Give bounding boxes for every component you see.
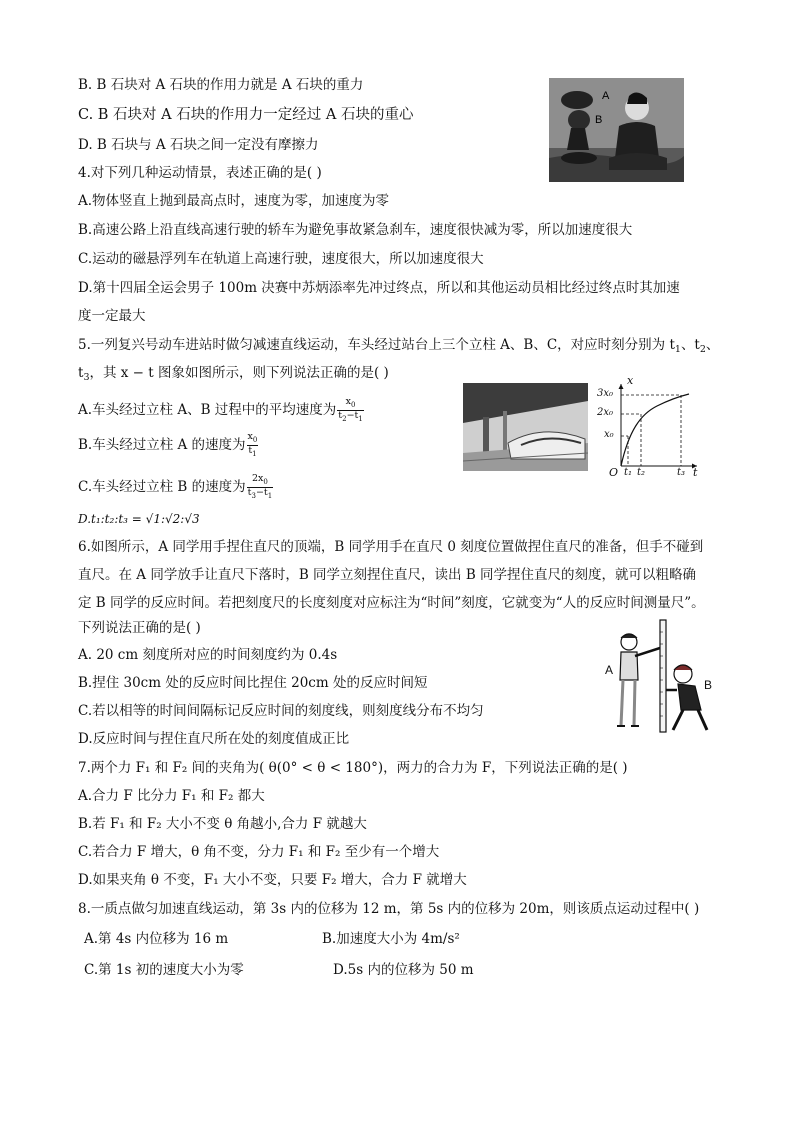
- high-speed-train-photo: [463, 383, 588, 471]
- q5-stem-line1: 5.一列复兴号动车进站时做匀减速直线运动，车头经过站台上三个立柱 A、B、C，对应时刻分别为 $t_1$、$t_2$、: [78, 337, 720, 355]
- q5-option-b: B.车头经过立柱 A 的速度为 $\frac{x_0}{t_1}$: [78, 431, 258, 458]
- q8-option-a: A.第 4s 内位移为 16 m: [84, 931, 229, 947]
- q6-line2: 直尺。在 A 同学放手让直尺下落时，B 同学立刻捏住直尺，读出 B 同学捏住直尺的刻度，就可以粗略确: [78, 567, 697, 583]
- q6-line4: 下列说法正确的是( ): [78, 620, 201, 636]
- q4-stem: 4.对下列几种运动情景，表述正确的是( ): [78, 165, 322, 181]
- q6-option-b: B.捏住 30cm 处的反应时间比捏住 20cm 处的反应时间短: [78, 675, 428, 691]
- figure-label-b: B: [704, 678, 713, 692]
- q6-option-a: A. 20 cm 刻度所对应的时间刻度约为 0.4s: [78, 647, 338, 663]
- q7-option-b: B.若 F₁ 和 F₂ 大小不变 θ 角越小,合力 F 就越大: [78, 816, 367, 832]
- graph-curve: [621, 394, 689, 466]
- graph-x-label: t: [693, 466, 698, 479]
- q3-option-b: B. B 石块对 A 石块的作用力就是 A 石块的重力: [78, 77, 364, 93]
- graph-y-tick-x0: x₀: [604, 429, 614, 440]
- graph-x-tick-t1: t₁: [624, 467, 633, 478]
- q4-option-c: C.运动的磁悬浮列车在轨道上高速行驶，速度很大，所以加速度很大: [78, 251, 484, 267]
- q3-option-d: D. B 石块与 A 石块之间一定没有摩擦力: [78, 137, 319, 153]
- q7-option-a: A.合力 F 比分力 F₁ 和 F₂ 都大: [78, 788, 265, 804]
- q6-option-c: C.若以相等的时间间隔标记反应时间的刻度线，则刻度线分布不均匀: [78, 703, 484, 719]
- figure-label-a: A: [605, 663, 614, 677]
- q3-option-c: C. B 石块对 A 石块的作用力一定经过 A 石块的重心: [78, 107, 414, 123]
- q5-option-c: C.车头经过立柱 B 的速度为 $\frac{2x_0}{t_3-t_1}$: [78, 473, 273, 500]
- graph-y-label: x: [627, 374, 634, 387]
- q6-option-d: D.反应时间与捏住直尺所在处的刻度值成正比: [78, 731, 350, 747]
- q4-option-d-line1: D.第十四届全运会男子 100m 决赛中苏炳添率先冲过终点，所以和其他运动员相比经过终点时其加速: [78, 280, 680, 296]
- photo-label-a: A: [602, 90, 610, 102]
- balancing-stones-photo: [549, 78, 684, 182]
- q6-line3: 定 B 同学的反应时间。若把刻度尺的长度刻度对应标注为“时间”刻度，它就变为“人的反应时间测量尺”。: [78, 595, 705, 611]
- x-t-graph: [597, 374, 701, 482]
- graph-x-tick-t2: t₂: [637, 467, 646, 478]
- graph-y-tick-3x0: 3x₀: [597, 388, 614, 399]
- q8-option-b: B.加速度大小为 4m/s²: [322, 931, 460, 947]
- q7-option-d: D.如果夹角 θ 不变，F₁ 大小不变，只要 F₂ 增大，合力 F 就增大: [78, 872, 467, 888]
- q4-option-b: B.高速公路上沿直线高速行驶的轿车为避免事故紧急刹车，速度很快减为零，所以加速度很大: [78, 222, 633, 238]
- q4-option-a: A.物体竖直上抛到最高点时，速度为零，加速度为零: [78, 193, 390, 209]
- q5-stem-line2: $t_3$，其 x − t 图象如图所示，则下列说法正确的是( ): [78, 365, 389, 383]
- q5-option-d: D.t₁:t₂:t₃ = √1:√2:√3: [78, 512, 200, 526]
- q7-stem: 7.两个力 F₁ 和 F₂ 间的夹角为( θ(0° < θ < 180°)，两力的合力为 F，下列说法正确的是( ): [78, 760, 628, 776]
- graph-x-tick-t3: t₃: [677, 467, 686, 478]
- graph-y-tick-2x0: 2x₀: [597, 407, 614, 418]
- q5-option-a: A.车头经过立柱 A、B 过程中的平均速度为 $\frac{x_0}{t_2-t_1}$: [78, 396, 363, 423]
- q8-option-d: D.5s 内的位移为 50 m: [333, 962, 474, 978]
- q4-option-d-line2: 度一定最大: [78, 308, 146, 324]
- q6-line1: 6.如图所示，A 同学用手捏住直尺的顶端，B 同学用手在直尺 0 刻度位置做捏住直尺的准备，但手不碰到: [78, 539, 704, 555]
- q7-option-c: C.若合力 F 增大，θ 角不变，分力 F₁ 和 F₂ 至少有一个增大: [78, 844, 440, 860]
- q8-option-c: C.第 1s 初的速度大小为零: [84, 962, 244, 978]
- q8-stem: 8.一质点做匀加速直线运动，第 3s 内的位移为 12 m，第 5s 内的位移为 20m，则该质点运动过程中( ): [78, 901, 700, 917]
- reaction-ruler-figure: [603, 618, 718, 736]
- graph-origin-label: O: [609, 466, 619, 479]
- photo-label-b: B: [595, 114, 603, 126]
